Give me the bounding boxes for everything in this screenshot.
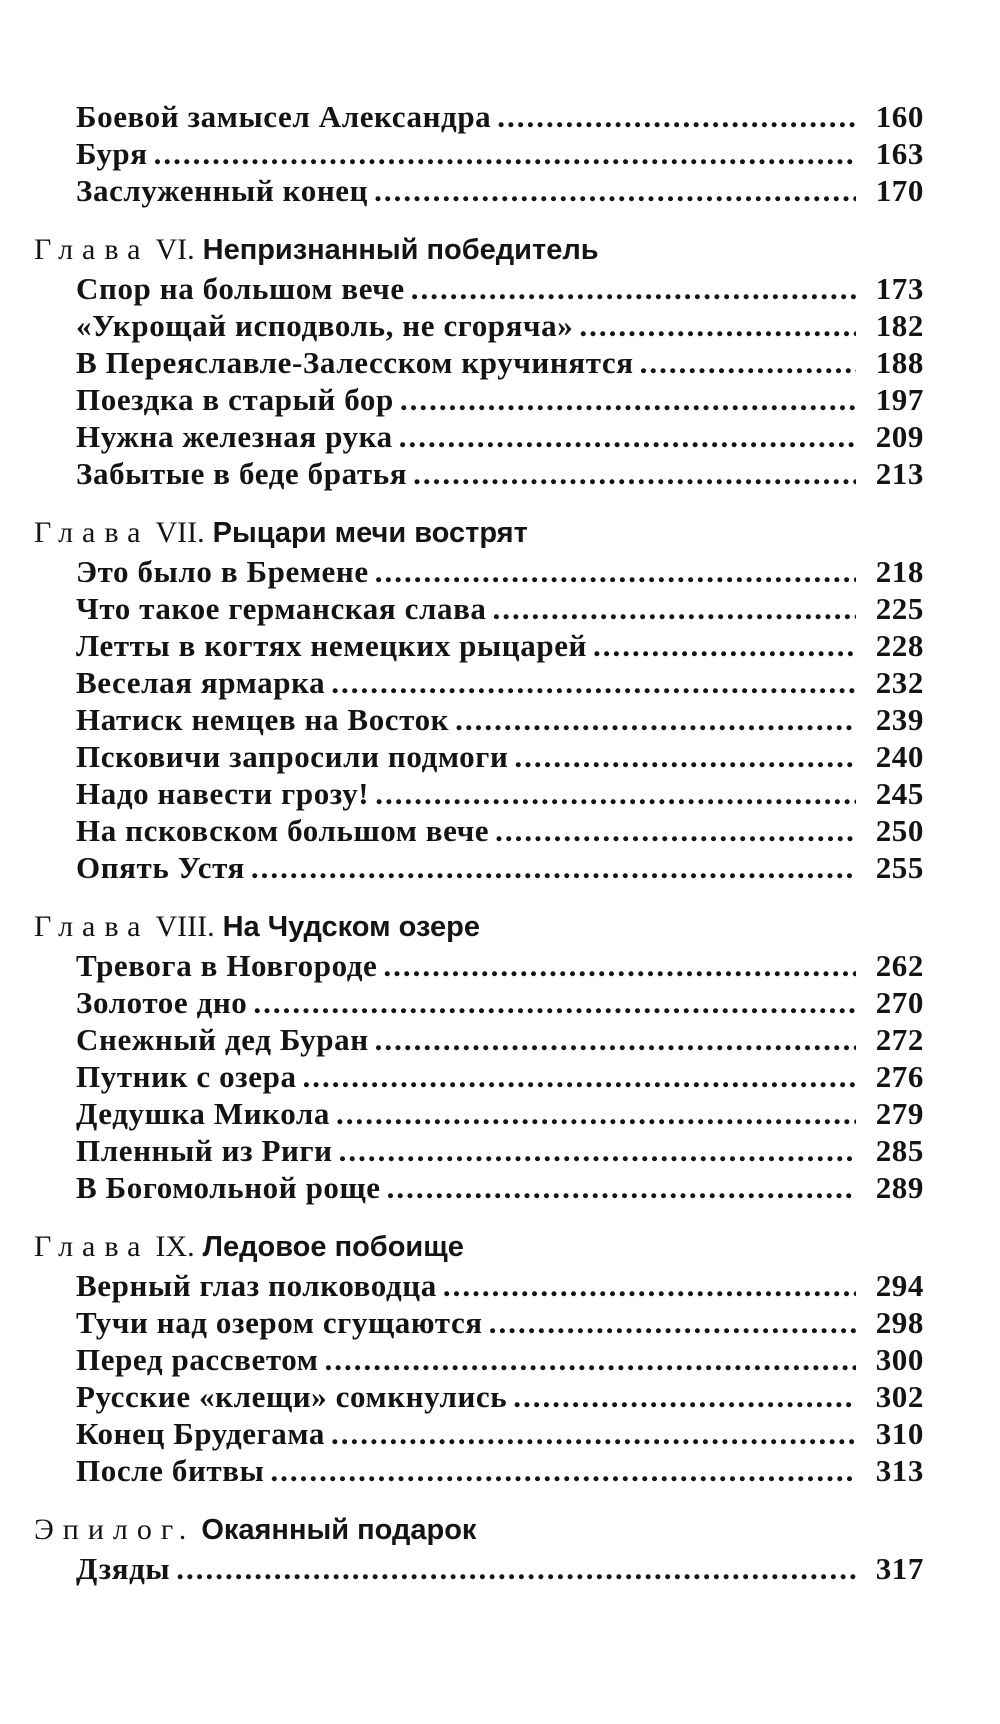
toc-entry [34,1095,924,1132]
entry-page: 245 [875,776,924,811]
leader-dots [489,1304,856,1341]
toc-entry [34,172,924,209]
leader-dots [593,627,856,664]
leader-dots [331,1415,856,1452]
chapter-title: На Чудском озере [222,911,480,943]
chapter-heading [34,514,924,551]
leader-dots [251,849,856,886]
toc-entry [34,1058,924,1095]
toc-entry [34,1341,924,1378]
toc-entry [34,381,924,418]
leader-dots [339,1132,856,1169]
chapter-title: Ледовое побоище [202,1231,464,1263]
entry-page: 298 [875,1305,924,1340]
entry-page: 272 [875,1022,924,1057]
leader-dots [514,738,856,775]
leader-dots [176,1550,856,1587]
entry-page: 250 [875,813,924,848]
entry-page: 225 [875,591,924,626]
leader-dots [497,98,856,135]
leader-dots [336,1095,856,1132]
entry-title: Поездка в старый бор [76,382,394,417]
chapter-section [34,908,924,1206]
entry-page: 313 [875,1453,924,1488]
chapter-label: Эпилог. [34,1513,196,1546]
chapter-number: VI. [155,233,195,266]
entry-title: «Укрощай исподволь, не сгоряча» [76,308,574,343]
entry-page: 170 [875,173,924,208]
chapters-list [34,231,924,1587]
entry-page: 279 [875,1096,924,1131]
entry-title: Пленный из Риги [76,1133,333,1168]
entry-title: Дедушка Микола [76,1096,331,1131]
toc-entry [34,270,924,307]
leader-dots [253,984,856,1021]
leader-dots [443,1267,856,1304]
entry-page: 276 [875,1059,924,1094]
entry-page: 289 [875,1170,924,1205]
entry-page: 270 [875,985,924,1020]
chapter-title: Непризнанный победитель [202,234,599,266]
entry-page: 317 [875,1551,924,1586]
toc-entry [34,947,924,984]
chapter-number: VII. [155,516,205,549]
entry-title: Забытые в беде братья [76,456,408,491]
leader-dots [413,455,856,492]
entry-title: Летты в когтях немецких рыцарей [76,628,588,663]
entry-title: В Переяславле-Залесском кручинятся [76,345,634,380]
entry-page: 239 [875,702,924,737]
table-of-contents [34,98,924,1587]
toc-entry [34,984,924,1021]
chapter-label: Глава [34,516,150,549]
toc-entry [34,849,924,886]
toc-entry [34,590,924,627]
toc-entry [34,664,924,701]
chapter-heading [34,1228,924,1265]
entry-title: Буря [76,136,148,171]
entry-title: Опять Устя [76,850,245,885]
entry-page: 228 [875,628,924,663]
leader-dots [387,1169,856,1206]
entry-title: Тучи над озером сгущаются [76,1305,483,1340]
continuation-section [34,98,924,209]
entry-title: Заслуженный конец [76,173,369,208]
leader-dots [579,307,856,344]
entry-title: Что такое германская слава [76,591,487,626]
entry-title: Нужна железная рука [76,419,393,454]
leader-dots [493,590,856,627]
toc-entry [34,1021,924,1058]
leader-dots [154,135,856,172]
entry-page: 182 [875,308,924,343]
chapter-section [34,514,924,886]
entry-page: 262 [875,948,924,983]
chapter-heading [34,1511,924,1548]
entry-page: 188 [875,345,924,380]
leader-dots [270,1452,856,1489]
toc-entry [34,738,924,775]
chapter-label: Глава [34,233,150,266]
entry-page: 302 [875,1379,924,1414]
chapter-label: Глава [34,910,150,943]
chapter-number: VIII. [155,910,215,943]
toc-entry [34,812,924,849]
leader-dots [374,172,856,209]
toc-entry [34,418,924,455]
entry-title: Надо навести грозу! [76,776,370,811]
leader-dots [383,947,856,984]
toc-entry [34,775,924,812]
entry-page: 310 [875,1416,924,1451]
entry-title: Псковичи запросили подмоги [76,739,509,774]
leader-dots [375,553,856,590]
entry-title: Боевой замысел Александра [76,99,492,134]
leader-dots [640,344,856,381]
toc-entry [34,553,924,590]
entry-title: Веселая ярмарка [76,665,326,700]
toc-entry [34,1169,924,1206]
entry-title: Перед рассветом [76,1342,319,1377]
toc-entry [34,1132,924,1169]
entry-title: Конец Брудегама [76,1416,325,1451]
entry-title: Это было в Бремене [76,554,369,589]
toc-entry [34,1304,924,1341]
toc-entry [34,98,924,135]
leader-dots [411,270,856,307]
toc-entry [34,1452,924,1489]
chapter-number: IX. [155,1230,195,1263]
toc-entry [34,135,924,172]
toc-entry [34,627,924,664]
entry-title: Снежный дед Буран [76,1022,369,1057]
entry-page: 300 [875,1342,924,1377]
leader-dots [375,1021,856,1058]
entry-title: Верный глаз полководца [76,1268,437,1303]
entry-title: В Богомольной роще [76,1170,381,1205]
chapter-title: Рыцари мечи вострят [212,517,528,549]
toc-entry [34,455,924,492]
entry-page: 173 [875,271,924,306]
entry-page: 213 [875,456,924,491]
entry-title: Натиск немцев на Восток [76,702,450,737]
leader-dots [495,812,856,849]
entry-page: 294 [875,1268,924,1303]
chapter-section [34,1228,924,1489]
leader-dots [375,775,856,812]
toc-entry [34,307,924,344]
entry-title: После битвы [76,1453,265,1488]
entry-page: 209 [875,419,924,454]
entry-page: 218 [875,554,924,589]
leader-dots [331,664,856,701]
leader-dots [455,701,856,738]
leader-dots [325,1341,857,1378]
entry-page: 255 [875,850,924,885]
toc-entry [34,1415,924,1452]
chapter-section [34,1511,924,1587]
entry-title: Золотое дно [76,985,248,1020]
chapter-heading [34,908,924,945]
entry-page: 160 [875,99,924,134]
chapter-section [34,231,924,492]
toc-entry [34,1550,924,1587]
entry-title: Тревога в Новгороде [76,948,378,983]
toc-entry [34,701,924,738]
chapter-title: Окаянный подарок [201,1514,477,1546]
chapter-label: Глава [34,1230,150,1263]
entry-title: Путник с озера [76,1059,297,1094]
leader-dots [513,1378,856,1415]
entry-title: Русские «клещи» сомкнулись [76,1379,508,1414]
entry-page: 163 [875,136,924,171]
entry-title: На псковском большом вече [76,813,490,848]
entry-title: Дзяды [76,1551,171,1586]
entry-page: 240 [875,739,924,774]
leader-dots [399,418,856,455]
toc-entry [34,1267,924,1304]
toc-entry [34,1378,924,1415]
leader-dots [303,1058,856,1095]
leader-dots [400,381,856,418]
entry-page: 285 [875,1133,924,1168]
entry-page: 232 [875,665,924,700]
toc-entry [34,344,924,381]
entry-title: Спор на большом вече [76,271,405,306]
chapter-heading [34,231,924,268]
entry-page: 197 [875,382,924,417]
